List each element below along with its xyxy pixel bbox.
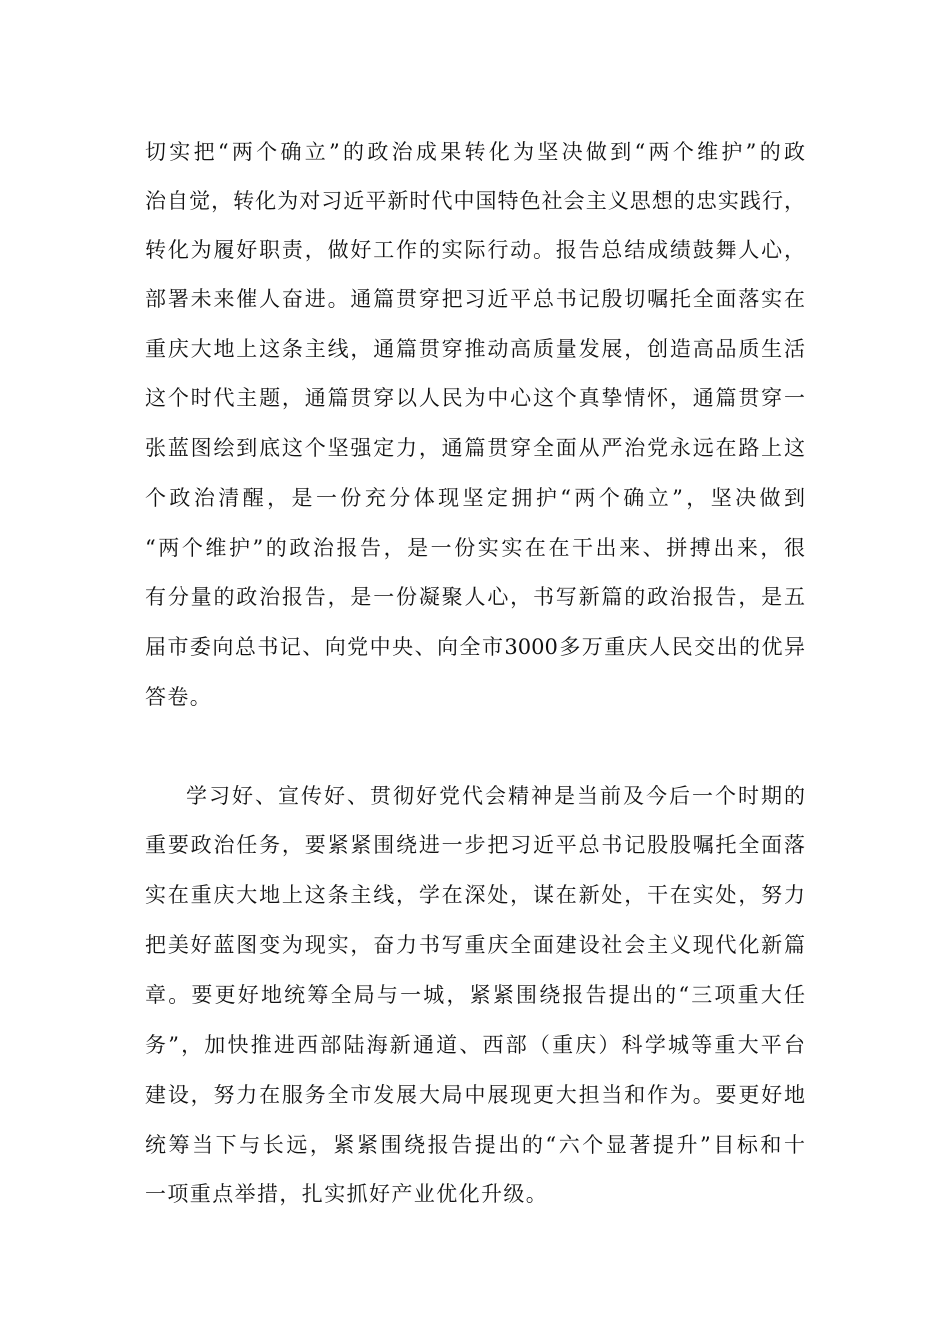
text-line: 答卷。 (145, 685, 213, 709)
text-line: 实在重庆大地上这条主线，学在深处，谋在新处，干在实处，努力 (145, 883, 805, 907)
text-line: 统筹当下与长远，紧紧围绕报告提出的“六个显著提升”目标和十 (145, 1133, 805, 1157)
text-line: 部署未来催人奋进。通篇贯穿把习近平总书记殷切嘱托全面落实在 (145, 287, 805, 311)
text-line: 这个时代主题，通篇贯穿以人民为中心这个真挚情怀，通篇贯穿一 (145, 386, 805, 410)
text-line: 重庆大地上这条主线，通篇贯穿推动高质量发展，创造高品质生活 (145, 337, 805, 361)
text-line: 重要政治任务，要紧紧围绕进一步把习近平总书记股股嘱托全面落 (145, 833, 805, 857)
text-line: 个政治清醒，是一份充分体现坚定拥护“两个确立”，坚决做到 (145, 486, 805, 510)
text-line: 张蓝图绘到底这个坚强定力，通篇贯穿全面从严治党永远在路上这 (145, 436, 805, 460)
text-line: 一项重点举措，扎实抓好产业优化升级。 (145, 1182, 549, 1206)
text-line: 有分量的政治报告，是一份凝聚人心，书写新篇的政治报告，是五 (145, 585, 805, 609)
text-line: 治自觉，转化为对习近平新时代中国特色社会主义思想的忠实践行， (145, 189, 805, 213)
text-line: 章。要更好地统筹全局与一城，紧紧围绕报告提出的“三项重大任 (145, 983, 805, 1007)
text-line: 届市委向总书记、向党中央、向全市3000多万重庆人民交出的优异 (145, 635, 805, 659)
text-line: 把美好蓝图变为现实，奋力书写重庆全面建设社会主义现代化新篇 (145, 933, 805, 957)
text-line: 转化为履好职责，做好工作的实际行动。报告总结成绩鼓舞人心， (145, 238, 805, 262)
text-line: 切实把“两个确立”的政治成果转化为坚决做到“两个维护”的政 (145, 140, 805, 164)
text-line: “两个维护”的政治报告，是一份实实在在干出来、拼搏出来，很 (145, 536, 805, 560)
text-line: 学习好、宣传好、贯彻好党代会精神是当前及今后一个时期的 (186, 784, 805, 808)
text-line: 务”，加快推进西部陆海新通道、西部（重庆）科学城等重大平台 (145, 1033, 805, 1057)
text-line: 建设，努力在服务全市发展大局中展现更大担当和作为。要更好地 (145, 1083, 805, 1107)
